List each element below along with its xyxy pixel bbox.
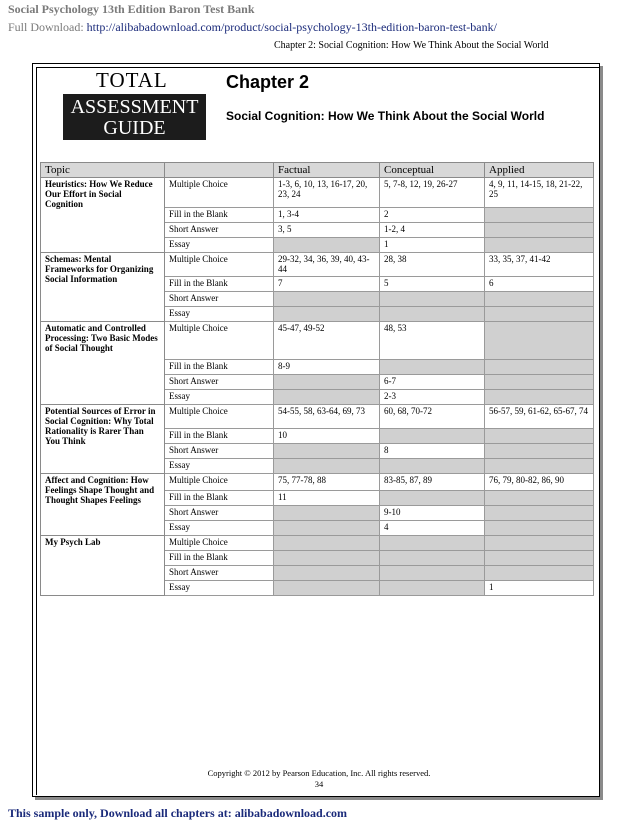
conceptual-cell: 6-7	[380, 375, 485, 390]
question-type-cell: Fill in the Blank	[165, 551, 274, 566]
factual-cell: 54-55, 58, 63-64, 69, 73	[274, 405, 380, 429]
table-header-row	[41, 163, 594, 178]
conceptual-cell	[380, 429, 485, 444]
conceptual-cell	[380, 360, 485, 375]
table-row	[41, 405, 594, 429]
applied-cell	[485, 521, 594, 536]
question-type-cell: Short Answer	[165, 506, 274, 521]
conceptual-cell	[380, 581, 485, 596]
applied-cell	[485, 208, 594, 223]
table-row	[41, 322, 594, 360]
applied-cell	[485, 429, 594, 444]
conceptual-cell	[380, 307, 485, 322]
header-topic: Topic	[41, 163, 165, 178]
conceptual-cell: 2	[380, 208, 485, 223]
question-type-cell: Fill in the Blank	[165, 277, 274, 292]
applied-cell	[485, 390, 594, 405]
factual-cell: 11	[274, 491, 380, 506]
conceptual-cell	[380, 566, 485, 581]
download-link[interactable]: http://alibabadownload.com/product/social-psychology-13th-edition-baron-test-bank/	[86, 20, 497, 34]
question-type-cell: Essay	[165, 459, 274, 474]
factual-cell	[274, 581, 380, 596]
question-type-cell: Essay	[165, 307, 274, 322]
header-factual: Factual	[274, 163, 380, 178]
conceptual-cell: 28, 38	[380, 253, 485, 277]
topic-cell: Potential Sources of Error in Social Cognition: Why Total Rationality is Rarer Than You Think	[41, 405, 165, 474]
question-type-cell: Short Answer	[165, 566, 274, 581]
watermark-footer[interactable]: This sample only, Download all chapters at: alibabadownload.com	[8, 806, 348, 820]
factual-cell: 29-32, 34, 36, 39, 40, 43-44	[274, 253, 380, 277]
conceptual-cell: 83-85, 87, 89	[380, 474, 485, 491]
topic-cell: Affect and Cognition: How Feelings Shape Thought and Thought Shapes Feelings	[41, 474, 165, 536]
question-type-cell: Short Answer	[165, 444, 274, 459]
conceptual-cell	[380, 292, 485, 307]
factual-cell	[274, 375, 380, 390]
table-row	[41, 178, 594, 208]
question-type-cell: Multiple Choice	[165, 322, 274, 360]
conceptual-cell: 8	[380, 444, 485, 459]
factual-cell: 8-9	[274, 360, 380, 375]
question-type-cell: Multiple Choice	[165, 405, 274, 429]
applied-cell	[485, 536, 594, 551]
question-type-cell: Short Answer	[165, 292, 274, 307]
assessment-table-body	[41, 163, 594, 596]
applied-cell	[485, 506, 594, 521]
factual-cell: 3, 5	[274, 223, 380, 238]
question-type-cell: Multiple Choice	[165, 178, 274, 208]
applied-cell: 76, 79, 80-82, 86, 90	[485, 474, 594, 491]
applied-cell	[485, 360, 594, 375]
factual-cell	[274, 551, 380, 566]
logo-assessment-guide	[63, 94, 206, 140]
conceptual-cell	[380, 551, 485, 566]
copyright: Copyright © 2012 by Pearson Education, Inc. All rights reserved.	[207, 768, 431, 778]
applied-cell: 56-57, 59, 61-62, 65-67, 74	[485, 405, 594, 429]
applied-cell	[485, 375, 594, 390]
logo-line-assessment: ASSESSMENT	[70, 96, 199, 118]
question-type-cell: Essay	[165, 238, 274, 253]
factual-cell: 7	[274, 277, 380, 292]
download-label: Full Download:	[8, 20, 87, 34]
applied-cell	[485, 459, 594, 474]
conceptual-cell: 60, 68, 70-72	[380, 405, 485, 429]
applied-cell: 1	[485, 581, 594, 596]
applied-cell: 4, 9, 11, 14-15, 18, 21-22, 25	[485, 178, 594, 208]
applied-cell	[485, 566, 594, 581]
footer	[0, 768, 638, 790]
applied-cell	[485, 491, 594, 506]
applied-cell: 6	[485, 277, 594, 292]
factual-cell	[274, 292, 380, 307]
conceptual-cell	[380, 491, 485, 506]
factual-cell	[274, 390, 380, 405]
conceptual-cell	[380, 459, 485, 474]
watermark-title: Social Psychology 13th Edition Baron Test Bank	[8, 2, 255, 16]
question-type-cell: Essay	[165, 581, 274, 596]
factual-cell	[274, 444, 380, 459]
applied-cell	[485, 238, 594, 253]
factual-cell: 75, 77-78, 88	[274, 474, 380, 491]
logo-line-guide: GUIDE	[103, 117, 166, 139]
question-type-cell: Multiple Choice	[165, 253, 274, 277]
table-row	[41, 474, 594, 491]
applied-cell	[485, 322, 594, 360]
question-type-cell: Fill in the Blank	[165, 491, 274, 506]
applied-cell	[485, 223, 594, 238]
factual-cell	[274, 566, 380, 581]
applied-cell: 33, 35, 37, 41-42	[485, 253, 594, 277]
conceptual-cell: 5	[380, 277, 485, 292]
conceptual-cell: 48, 53	[380, 322, 485, 360]
question-type-cell: Short Answer	[165, 375, 274, 390]
conceptual-cell: 1-2, 4	[380, 223, 485, 238]
chapter-title: Chapter 2	[226, 72, 310, 92]
applied-cell	[485, 307, 594, 322]
chapter-subtitle: Social Cognition: How We Think About the Social World	[226, 109, 545, 123]
question-type-cell: Essay	[165, 390, 274, 405]
assessment-table	[40, 162, 594, 596]
question-type-cell: Essay	[165, 521, 274, 536]
factual-cell: 1-3, 6, 10, 13, 16-17, 20, 23, 24	[274, 178, 380, 208]
conceptual-cell: 4	[380, 521, 485, 536]
factual-cell	[274, 307, 380, 322]
factual-cell	[274, 521, 380, 536]
logo-total: TOTAL	[96, 68, 168, 92]
header-conceptual: Conceptual	[380, 163, 485, 178]
conceptual-cell: 9-10	[380, 506, 485, 521]
question-type-cell: Multiple Choice	[165, 536, 274, 551]
page-number: 34	[314, 779, 324, 789]
question-type-cell: Short Answer	[165, 223, 274, 238]
topic-cell: Automatic and Controlled Processing: Two Basic Modes of Social Thought	[41, 322, 165, 405]
applied-cell	[485, 292, 594, 307]
header-applied: Applied	[485, 163, 594, 178]
question-type-cell: Multiple Choice	[165, 474, 274, 491]
applied-cell	[485, 551, 594, 566]
conceptual-cell: 5, 7-8, 12, 19, 26-27	[380, 178, 485, 208]
conceptual-cell: 2-3	[380, 390, 485, 405]
watermark-download-line	[8, 20, 497, 35]
topic-cell: Schemas: Mental Frameworks for Organizing Social Information	[41, 253, 165, 322]
factual-cell	[274, 506, 380, 521]
conceptual-cell	[380, 536, 485, 551]
question-type-cell: Fill in the Blank	[165, 360, 274, 375]
table-row	[41, 536, 594, 551]
question-type-cell: Fill in the Blank	[165, 208, 274, 223]
factual-cell: 45-47, 49-52	[274, 322, 380, 360]
running-header: Chapter 2: Social Cognition: How We Think About the Social World	[274, 40, 549, 51]
table-row	[41, 253, 594, 277]
header-type	[165, 163, 274, 178]
factual-cell: 10	[274, 429, 380, 444]
topic-cell: My Psych Lab	[41, 536, 165, 596]
factual-cell	[274, 238, 380, 253]
factual-cell: 1, 3-4	[274, 208, 380, 223]
conceptual-cell: 1	[380, 238, 485, 253]
factual-cell	[274, 536, 380, 551]
topic-cell: Heuristics: How We Reduce Our Effort in Social Cognition	[41, 178, 165, 253]
question-type-cell: Fill in the Blank	[165, 429, 274, 444]
applied-cell	[485, 444, 594, 459]
factual-cell	[274, 459, 380, 474]
